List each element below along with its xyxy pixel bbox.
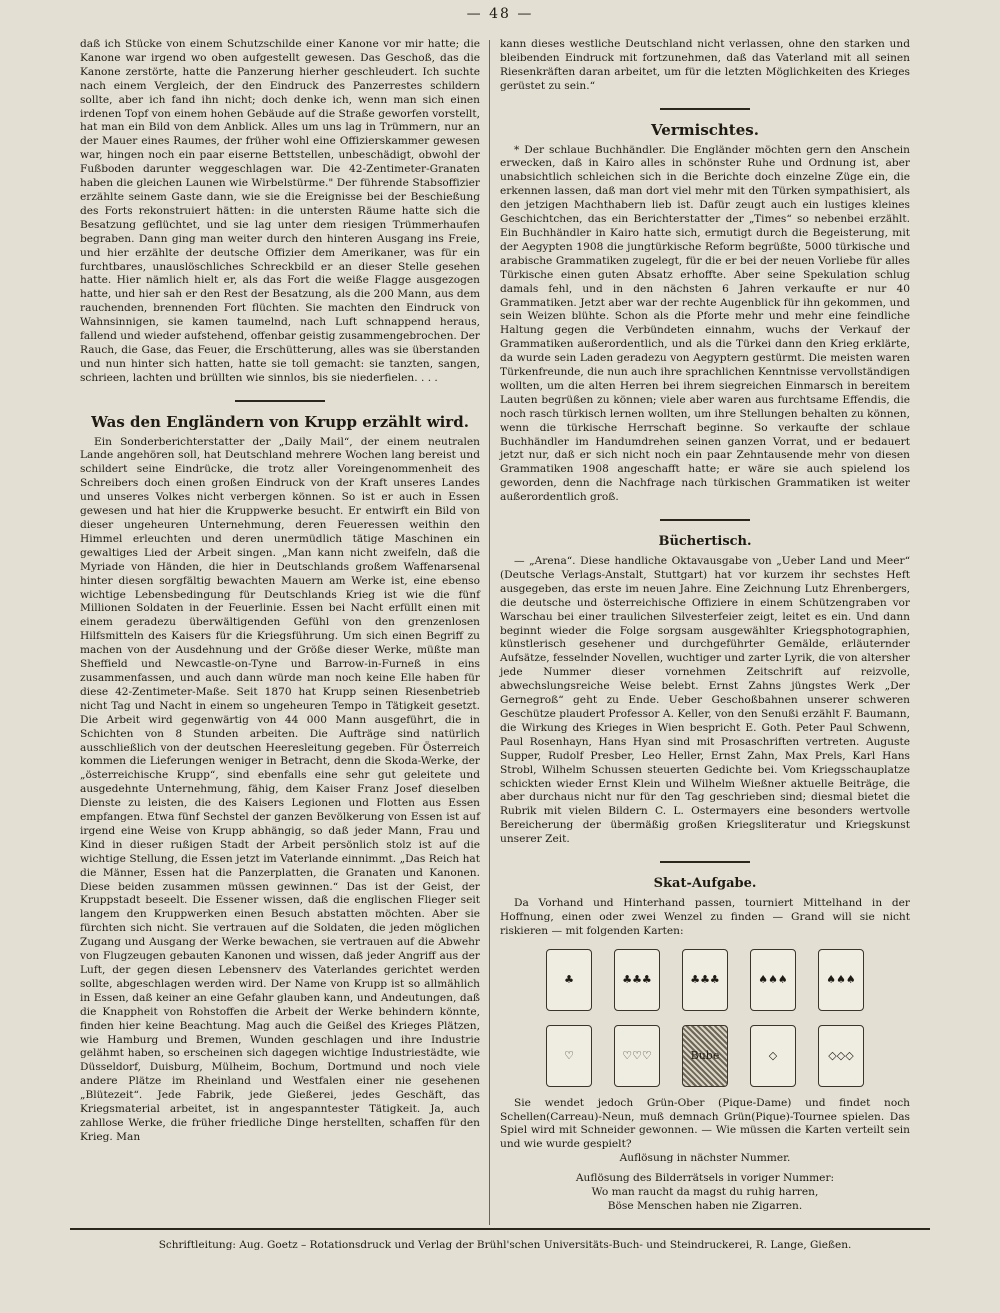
playing-card: ◇◇◇	[818, 1025, 864, 1087]
krupp-heading: Was den Engländern von Krupp erzählt wird.	[91, 412, 469, 431]
playing-card: ♣♣♣	[682, 949, 728, 1011]
krupp-article: Ein Sonderberichterstatter der „Daily Mail“, der einem neutralen Lande angehören soll, hat Deutschland mehrere Wochen lang bereist und schildert seine Eindrücke, die trotz aller Voreingenommenheit des Schreibers doch einen großen Eindruck von der Kraft unseres Landes und unseres Volkes nicht verbergen können. So ist er auch in Essen gewesen und hat hier die Kruppwerke besucht. Er entwirft ein Bild von dieser ungeheuren Unternehmung, deren Feueressen weithin den Himmel erleuchten und deren unermüdlich tätige Maschinen ein gewaltiges Lied der Arbeit singen. „Man kann nicht zweifeln, daß die Myriade von Händen, die hier in Deutschlands großem Waffenarsenal hinter diesen sorgfältig bewachten Mauern am Werke ist, eine ebenso wichtige Lebensbedingung für Deutschlands Krieg ist wie die fünf Millionen Soldaten in der Feuerlinie. Essen bei Nacht erfüllt einen mit einem geradezu überwältigenden Gefühl von den grenzenlosen Hilfsmitteln des Kaisers für die Kriegsführung. Um sich einen Begriff zu machen von der Ausdehnung und der Größe dieser Werke, müßte man Sheffield und Newcastle-on-Tyne und Barrow-in-Furneß in eins zusammenfassen, und auch dann würde man noch keine Elle haben für diese 42-Zentimeter-Maße. Seit 1870 hat Krupp seinen Riesenbetrieb nicht Tag und Nacht in einem so ungeheuren Tempo in Tätigkeit gesetzt. Die Arbeit wird gegenwärtig von 44 000 Mann ausgeführt, die in Schichten von 8 Stunden arbeiten. Die Aufträge sind natürlich ausschließlich von der deutschen Heeresleitung gegeben. Für Österreich kommen die Lieferungen weniger in Betracht, denn die Skoda-Werke, der „österreichische Krupp“, sind ebenfalls eine sehr gut geleitete und ausgedehnte Unternehmung, fähig, dem Kaiser Franz Josef dieselben Dienste zu leisten, die des Kaisers Legionen und Flotten aus Essen empfangen. Etwa fünf Sechstel der ganzen Bevölkerung von Essen ist auf irgend eine Weise von Krupp abhängig, so daß jeder Mann, Frau und Kind in dieser rußigen Stadt der Arbeit persönlich stolz ist auf die wichtige Stellung, die Essen jetzt im Vaterlande einnimmt. „Das Reich hat die Männer, Essen hat die Panzerplatten, die Granaten und Kanonen. Diese beiden zusammen müssen gewinnen.“ Das ist der Geist, der Kruppstadt beseelt. Die Essener wissen, daß die englischen Flieger seit langem den Kruppwerken einen Besuch abstatten möchten. Aber sie fürchten sich nicht. Sie vertrauen auf die Soldaten, die jeden möglichen Zugang und Ausgang der Werke bewachen, sie vertrauen auf die Abwehr von Flugzeugen gebauten Kanonen und wissen, daß jeder Angriff aus der Luft, der gegen diesen Lebensnerv des Vaterlandes gerichtet werden sollte, abgeschlagen werden wird. Der Name von Krupp ist so allmählich in Essen, daß keiner an eine Gefahr glauben kann, und Andeutungen, daß die Knappheit von Rohstoffen die Arbeit der Werke behindern könnte, finden hier keine Beachtung. Mag auch die Geißel des Krieges Plätzen, wie Hamburg und Bremen, Wunden geschlagen und ihre Industrie gelähmt haben, so erscheinen sich dagegen wichtige Industriestädte, wie Düsseldorf, Duisburg, Mülheim, Bochum, Dortmund und noch viele andere Plätze im Rheinland und Westfalen einer nie gesehenen „Blütezeit“. Jede Fabrik, jede Gießerei, jedes Geschäft, das Kriegsmaterial arbeitet, ist in angespanntester Tätigkeit. Ja, auch zahllose Werke, die früher friedliche Dinge herstellten, schaffen für den Krieg. Man	[80, 435, 480, 1143]
playing-card: ♡	[546, 1025, 592, 1087]
riddle-solution-line2: Böse Menschen haben nie Zigarren.	[607, 1200, 803, 1212]
section-separator	[660, 108, 750, 110]
playing-card: ♣♣♣	[614, 949, 660, 1011]
section-separator	[660, 519, 750, 521]
section-separator	[235, 400, 325, 402]
buchhaendler-article: * Der schlaue Buchhändler. Die Engländer möchten gern den Anschein erwecken, daß in Kairo alles in schönster Ruhe und Ordnung ist, aber unabsichtlich schleichen sich in die Berichte doch einzelne Züge ein, die erkennen lassen, daß man dort viel mehr mit den Türken sympathisiert, als den jetzigen Machthabern lieb ist. Dafür zeugt auch ein lustiges kleines Geschichtchen, das ein Berichterstatter der „Times“ so nebenbei erzählt. Ein Buchhändler in Kairo hatte sich, ermutigt durch die Begeisterung, mit der Aegypten 1908 die jungtürkische Reform begrüßte, 5000 türkische und arabische Grammatiken zugelegt, für die er bei der neuen Vorliebe für alles Türkische einen guten Absatz erhoffte. Aber seine Spekulation schlug damals fehl, und in den nächsten 6 Jahren verkaufte er nur 40 Grammatiken. Jetzt aber war der rechte Augenblick für ihn gekommen, und sein Weizen blühte. Schon als die Pforte mehr und mehr eine feindliche Haltung gegen die Verbündeten einnahm, wuchs der Verkauf der Grammatiken außerordentlich, und als die Türkei dann den Krieg erklärte, da wurde sein Laden geradezu von Aegyptern gestürmt. Die meisten waren Türkenfreunde, die nun auch ihre sprachlichen Kenntnisse vervollständigen wollten, um die alten Herren bei ihrem siegreichen Einmarsch in bereitem Lauten begrüßen zu können; viele aber waren aus furchtsame Effendis, die noch rasch türkisch lernen wollten, um ihre Stellungen behalten zu können, wenn die türkische Herrschaft beginne. So verkaufte der schlaue Buchhändler im Handumdrehen seinen ganzen Vorrat, und er bedauert jetzt nur, daß er sich nicht noch ein paar Zehntausende mehr von diesen Grammatiken 1908 angeschafft hatte; er wäre sie auch spielend los geworden, denn die Nachfrage nach türkischen Grammatiken ist weiter außerordentlich groß.	[500, 143, 910, 504]
card-grid	[500, 949, 910, 1087]
skat-intro: Da Vorhand und Hinterhand passen, tourniert Mittelhand in der Hoffnung, einen oder zwei Wenzel zu finden — Grand will sie nicht riskieren — mit folgenden Karten:	[500, 896, 910, 937]
playing-card: ♠♠♠	[818, 949, 864, 1011]
arena-review: — „Arena“. Diese handliche Oktavausgabe von „Ueber Land und Meer“ (Deutsche Verlags-Anstalt, Stuttgart) hat vor kurzem ihr sechstes Heft ausgegeben, das erste im neuen Jahre. Eine Zeichnung Lutz Ehrenbergers, die deutsche und österreichische Offiziere in einem Schützengraben vor Warschau bei einer traulichen Silvesterfeier zeigt, leitet es ein. Und dann beginnt wieder die Folge sorgsam ausgewählter Kriegsphotographien, künstlerisch gesehener und durchgeführter Gemälde, erläuternder Aufsätze, fesselnder Novellen, wuchtiger und zarter Lyrik, die von altersher jede Nummer dieser vornehmen Zeitschrift auf reizvolle, abwechslungsreiche Weise belebt. Ernst Zahns jüngstes Werk „Der Gernegroß“ geht zu Ende. Ueber Geschoßbahnen unserer schweren Geschütze plaudert Professor A. Keller, von den Senußi erzählt F. Baumann, die Wirkung des Krieges in Wien bespricht E. Goth. Peter Paul Schwenn, Paul Rosenhayn, Hans Hyan sind mit Prosaschriften vertreten. Auguste Supper, Rudolf Presber, Leo Heller, Ernst Zahn, Max Prels, Karl Hans Strobl, Wilhelm Schussen steuerten Gedichte bei. Vom Kriegsschauplatze schickten wieder Ernst Klein und Wilhelm Wießner aktuelle Beiträge, die aber durchaus nicht nur für den Tag geschrieben sind; diesmal bietet die Rubrik mit vielen Bildern C. L. Ostermayers eine besonders wertvolle Bereicherung der übermäßig großen Kriegsliteratur und Kriegskunst unserer Zeit.	[500, 555, 910, 846]
playing-card-face: Bube	[682, 1025, 728, 1087]
column-divider	[489, 40, 490, 1225]
skat-continuation: Sie wendet jedoch Grün-Ober (Pique-Dame) und findet noch Schellen(Carreau)-Neun, muß demnach Grün(Pique)-Tournee spielen. Das Spiel wird mit Schneider gewonnen. — Wie müssen die Karten verteilt sein und wie wurde gespielt?	[500, 1096, 910, 1151]
right-column	[500, 38, 910, 1214]
left-column	[80, 38, 480, 1145]
footer-rule	[70, 1228, 930, 1230]
page-number: — 48 —	[466, 6, 534, 22]
playing-card: ♠♠♠	[750, 949, 796, 1011]
playing-card: ◇	[750, 1025, 796, 1087]
playing-card: ♣	[546, 949, 592, 1011]
article-ending: kann dieses westliche Deutschland nicht verlassen, ohne den starken und bleibenden Eindruck mit fortzunehmen, daß das Vaterland mit all seinen Riesenkräften daran arbeitet, um für die letzten Möglichkeiten des Krieges gerüstet zu sein.“	[500, 38, 910, 92]
article-continuation: daß ich Stücke von einem Schutzschilde einer Kanone vor mir hatte; die Kanone war irgend wo oben aufgestellt gewesen. Das Geschoß, das die Kanone zerstörte, hatte die Panzerung hierher geschleudert. Ich suchte nach einem Vergleich, der den Eindruck des Panzerrestes schildern sollte, aber ich fand ihn nicht; doch denke ich, wenn man sich einen irdenen Topf von einem hohen Gebäude auf die Straße geworfen vorstellt, hat man ein Bild von dem Anblick. Alles um uns lag in Trümmern, nur an der Mauer eines Raumes, der früher wohl eine Offizierskammer gewesen war, hingen noch ein paar eiserne Bettstellen, unbeschädigt, obwohl der Fußboden darunter weggeschlagen war. Die 42-Zentimeter-Granaten haben die gleichen Launen wie Wirbelstürme." Der führende Stabsoffizier erzählte seinem Gaste dann, wie sie die Ereignisse bei der Beschießung des Forts rekonstruiert hätten: in die untersten Räume hatte sich die Besatzung geflüchtet, und sie lag unter dem riesigen Trümmerhaufen begraben. Dann ging man weiter durch den hinteren Ausgang ins Freie, und hier erzählte der deutsche Offizier dem Amerikaner, was für ein furchtbares, unauslöschliches Schreckbild er an dieser Stelle gesehen hatte. Hier nämlich hielt er, als das Fort die weiße Flagge ausgezogen hatte, und hier sah er den Rest der Besatzung, als die 200 Mann, aus dem rauchenden, brennenden Fort flüchten. Sie machten den Eindruck von Wahnsinnigen, sie kamen taumelnd, nach Luft schnappend heraus, fallend und wieder aufstehend, offenbar geistig zusammengebrochen. Der Rauch, die Gase, das Feuer, die Erschütterung, alles was sie überstanden und nun hinter sich hatten, hatte sie toll gemacht: sie tanzten, sangen, schrieen, lachten und brüllten wie sinnlos, bis sie niederfielen. . . .	[80, 38, 480, 384]
vermischtes-heading: Vermischtes.	[651, 120, 759, 139]
riddle-solution-line1: Wo man raucht da magst du ruhig harren,	[591, 1186, 819, 1199]
playing-card: ♡♡♡	[614, 1025, 660, 1087]
riddle-solution-label: Auflösung des Bilderrätsels in voriger Nummer:	[575, 1172, 835, 1185]
section-separator	[660, 861, 750, 863]
skat-solution-note: Auflösung in nächster Nummer.	[619, 1152, 791, 1165]
skat-heading: Skat-Aufgabe.	[653, 876, 757, 892]
buechertisch-heading: Büchertisch.	[658, 534, 752, 550]
imprint: Schriftleitung: Aug. Goetz – Rotationsdruck und Verlag der Brühl'schen Universitäts-Buch- und Steindruckerei, R. Lange, Gießen.	[158, 1239, 852, 1251]
